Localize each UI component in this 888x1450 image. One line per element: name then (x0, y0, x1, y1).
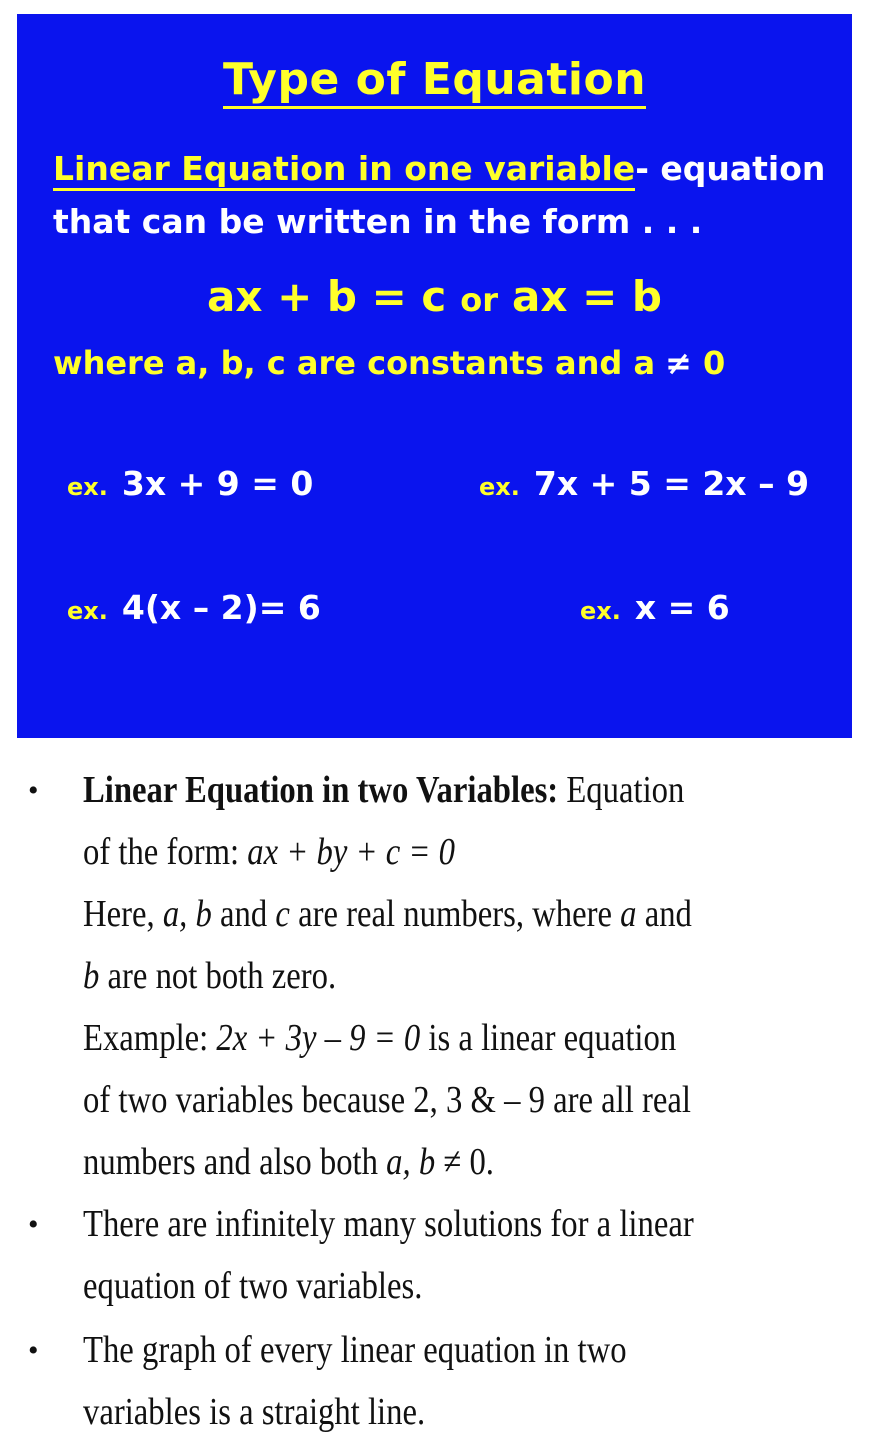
slide-title (17, 54, 852, 105)
definition-term: Linear Equation in one variable (53, 149, 635, 191)
bullet-2: • (28, 1208, 39, 1241)
example-equation: x = 6 (634, 588, 730, 627)
slide-title-text: Type of Equation (223, 54, 646, 109)
note-1-line-2 (83, 830, 455, 874)
note-1-line-4 (83, 954, 336, 998)
example-equation-two-var: 2x + 3y – 9 = 0 (216, 1017, 421, 1059)
note-2-line-2: equation of two variables. (83, 1265, 423, 1307)
form-right: ax = b (512, 272, 662, 321)
bullet-1: • (28, 774, 39, 807)
form-left: ax + b = c (207, 272, 447, 321)
constants-text: where a, b, c are constants and a (53, 344, 656, 382)
line7-end: ≠ 0. (435, 1141, 494, 1183)
form-prefix: of the form: (83, 831, 248, 873)
line4-b: b (83, 955, 100, 997)
two-variable-form: ax + by + c = 0 (247, 831, 455, 873)
zero-value: 0 (703, 344, 726, 382)
example-label: ex. (67, 473, 108, 501)
here-mid: are real numbers, where (289, 893, 621, 935)
bullet-3: • (28, 1334, 39, 1367)
here-a: a (620, 893, 637, 935)
example-rest: is a linear equation (420, 1017, 677, 1059)
definition-rest: - equation (635, 149, 826, 188)
note-1-line-3 (83, 892, 692, 936)
line4-rest: are not both zero. (99, 955, 337, 997)
definition-line-1 (53, 149, 825, 188)
line7-prefix: numbers and also both (83, 1141, 387, 1183)
example-1 (67, 464, 313, 503)
example-4 (580, 588, 730, 627)
example-label: ex. (580, 597, 621, 625)
not-equal-symbol: ≠ (665, 344, 692, 382)
note-1-line-5 (83, 1016, 676, 1060)
form-or: or (460, 281, 499, 319)
line7-vars: a, b (386, 1141, 436, 1183)
here-c: c (275, 893, 290, 935)
here-vars: a, b (162, 893, 212, 935)
note-1-line-6: of two variables because 2, 3 & – 9 are all real (83, 1079, 691, 1121)
slide-panel (17, 14, 852, 738)
note-1-line-1 (83, 768, 684, 812)
example-label: ex. (67, 597, 108, 625)
here-and: and (211, 893, 276, 935)
note-3-line-2: variables is a straight line. (83, 1391, 426, 1433)
here-end: and (636, 893, 692, 935)
note-1-line-7 (83, 1140, 494, 1184)
note-1-heading: Linear Equation in two Variables: (83, 769, 559, 811)
equation-form (17, 272, 852, 321)
example-prefix: Example: (83, 1017, 217, 1059)
example-equation: 3x + 9 = 0 (121, 464, 314, 503)
note-3-line-1: The graph of every linear equation in two (83, 1329, 627, 1371)
note-1-heading-rest: Equation (558, 769, 685, 811)
example-equation: 7x + 5 = 2x – 9 (533, 464, 810, 503)
note-2-line-1: There are infinitely many solutions for a linear (83, 1203, 694, 1245)
constants-note (53, 344, 725, 382)
example-2 (479, 464, 809, 503)
example-equation: 4(x – 2)= 6 (121, 588, 321, 627)
here-prefix: Here, (83, 893, 163, 935)
example-3 (67, 588, 321, 627)
definition-line-2: that can be written in the form . . . (53, 202, 703, 241)
example-label: ex. (479, 473, 520, 501)
